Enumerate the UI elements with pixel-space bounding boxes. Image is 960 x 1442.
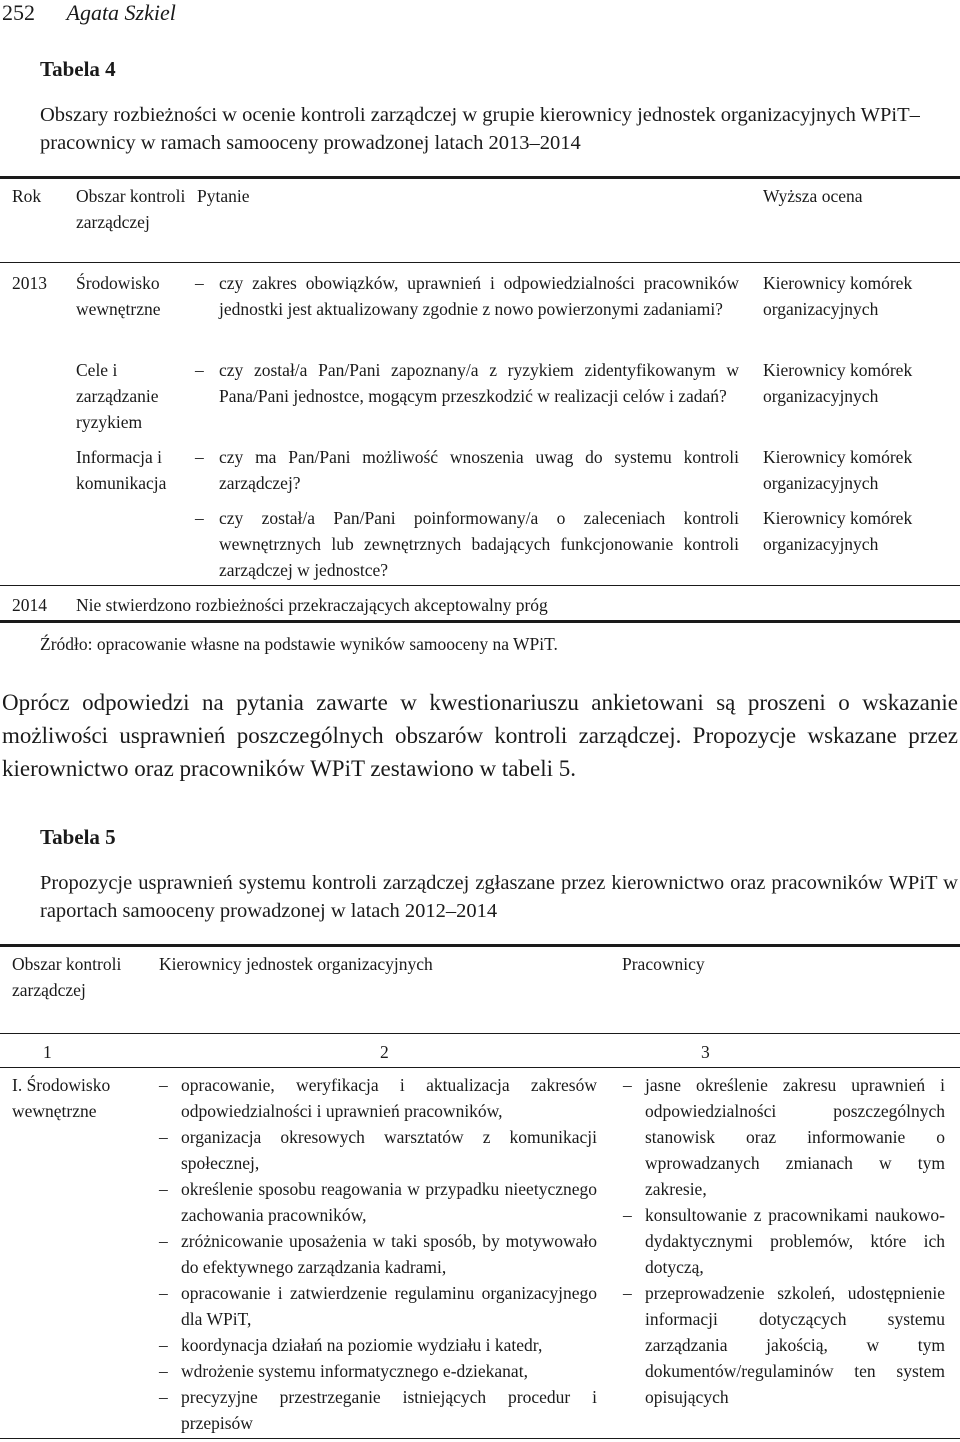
table4-row2-higher: Kierownicy komórek organizacyjnych: [763, 360, 913, 406]
table5-header-rule: [0, 1033, 960, 1034]
table5-col-employees: Pracownicy: [622, 954, 705, 974]
table4-row2-question: – czy został/a Pan/Pani zapoznany/a z ryzykiem zidentyfikowanym w Pana/Pani jednostce, mogącym przeszkodzić w realizacji celów i zadań?: [195, 360, 739, 406]
manager-item-7: – wdrożenie systemu informatycznego e-dziekanat,: [159, 1361, 528, 1381]
table5-top-rule: [0, 944, 960, 947]
table4-row-2014: Nie stwierdzono rozbieżności przekraczających akceptowalny próg: [76, 595, 548, 615]
table4-col-area: Obszar kontroli zarządczej: [76, 186, 186, 232]
author-name: Agata Szkiel: [66, 0, 176, 25]
table4-row1-area: Środowisko wewnętrzne: [76, 273, 161, 319]
table4-header-rule: [0, 262, 960, 263]
employee-item-1: – jasne określenie zakresu uprawnień i odpowiedzialności poszczególnych stanowisk oraz informowanie o wprowadzanych zmianach w tym zakresie,: [623, 1075, 945, 1199]
page-number: 252: [2, 0, 35, 25]
running-header: [2, 0, 176, 26]
table5-area: I. Środowisko wewnętrzne: [12, 1075, 111, 1121]
table4-row2-area: Cele i zarządzanie ryzykiem: [76, 360, 159, 432]
table4-col-question: Pytanie: [197, 186, 250, 206]
employee-item-3: – przeprowadzenie szkoleń, udostępnienie informacji dotyczących systemu zarządzania jakością, w tym dokumentów/regulaminów ten system opisujących: [623, 1283, 945, 1407]
table5-colnum-1: 1: [43, 1042, 52, 1062]
table4-year-rule: [0, 585, 960, 586]
table5-col-area: Obszar kontroli zarządczej: [12, 954, 122, 1000]
manager-item-1: – opracowanie, weryfikacja i aktualizacja zakresów odpowiedzialności i uprawnień pracowników,: [159, 1075, 597, 1121]
table4-top-rule: [0, 176, 960, 179]
table4-row3-area: Informacja i komunikacja: [76, 447, 167, 493]
table5-bottom-rule: [0, 1438, 960, 1439]
table5-colnum-2: 2: [380, 1042, 389, 1062]
table4-year-2013: 2013: [12, 273, 47, 293]
table5-colnum-3: 3: [701, 1042, 710, 1062]
table5-num-rule: [0, 1067, 960, 1068]
manager-item-6: – koordynacja działań na poziomie wydziału i katedr,: [159, 1335, 543, 1355]
table5-label: Tabela 5: [40, 825, 116, 849]
manager-item-2: – organizacja okresowych warsztatów z komunikacji społecznej,: [159, 1127, 597, 1173]
table5-col-managers: Kierownicy jednostek organizacyjnych: [159, 954, 433, 974]
table4-row1-higher: Kierownicy komórek organizacyjnych: [763, 273, 913, 319]
table4-bottom-rule: [0, 620, 960, 623]
manager-item-4: – zróżnicowanie uposażenia w taki sposób, by motywowało do efektywnego zarządzania kadrami,: [159, 1231, 597, 1277]
table4-row4-question: – czy został/a Pan/Pani poinformowany/a o zaleceniach kontroli wewnętrznych lub zewnętrznych badających funkcjonowanie kontroli zarządczej w jednostce?: [195, 508, 739, 580]
table4-label: Tabela 4: [40, 57, 116, 81]
table5-caption: Propozycje usprawnień systemu kontroli zarządczej zgłaszane przez kierownictwo oraz pracowników WPiT w raportach samooceny prowadzonej w latach 2012–2014: [40, 872, 958, 922]
employee-item-2: – konsultowanie z pracownikami naukowo-dydaktycznymi problemów, które ich dotyczą,: [623, 1205, 945, 1277]
table4-col-higher: Wyższa ocena: [763, 186, 863, 206]
table4-row4-higher: Kierownicy komórek organizacyjnych: [763, 508, 913, 554]
table4-row1-question: – czy zakres obowiązków, uprawnień i odpowiedzialności pracowników jednostki jest aktualizowany zgodnie z nowo powierzonymi zadaniami?: [195, 273, 739, 319]
table4-caption: Obszary rozbieżności w ocenie kontroli zarządczej w grupie kierownicy jednostek organizacyjnych WPiT–pracownicy w ramach samooceny prowadzonej latach 2013–2014: [40, 104, 920, 154]
manager-item-5: – opracowanie i zatwierdzenie regulaminu organizacyjnego dla WPiT,: [159, 1283, 597, 1329]
table4-row3-question: – czy ma Pan/Pani możliwość wnoszenia uwag do systemu kontroli zarządczej?: [195, 447, 739, 493]
table4-source: Źródło: opracowanie własne na podstawie wyników samooceny na WPiT.: [40, 634, 558, 654]
body-paragraph: Oprócz odpowiedzi na pytania zawarte w kwestionariuszu ankietowani są proszeni o wskazanie możliwości usprawnień poszczególnych obszarów kontroli zarządczej. Propozycje wskazane przez kierownictwo oraz pracowników WPiT zestawiono w tabeli 5.: [2, 690, 958, 781]
table4-row3-higher: Kierownicy komórek organizacyjnych: [763, 447, 913, 493]
manager-item-8: – precyzyjne przestrzeganie istniejących procedur i przepisów: [159, 1387, 597, 1433]
manager-item-3: – określenie sposobu reagowania w przypadku nieetycznego zachowania pracowników,: [159, 1179, 597, 1225]
table4-year-2014: 2014: [12, 595, 47, 615]
table4-col-year: Rok: [12, 186, 42, 206]
